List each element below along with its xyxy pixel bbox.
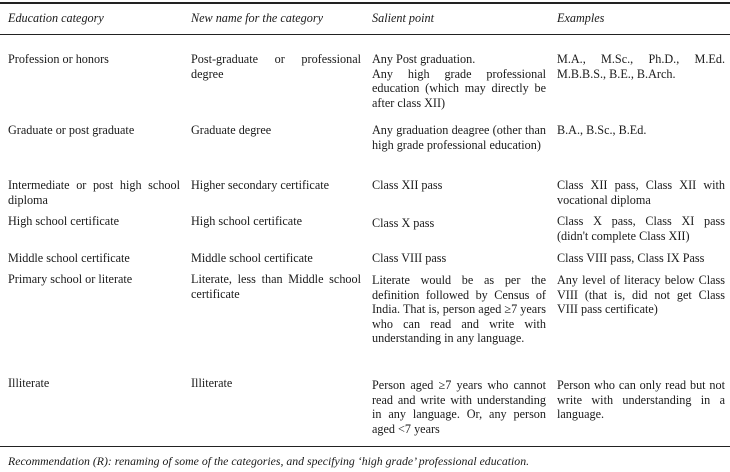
row-2-new-name: Graduate degree: [191, 123, 272, 137]
row-5-examples: Class VIII pass, Class IX Pass: [557, 251, 705, 265]
row-7-salient: Person aged ≥7 years who cannot read and write with understanding in any language. Or, any person aged <7 years: [372, 378, 546, 436]
row-2-category: Graduate or post graduate: [8, 123, 135, 137]
table-top-rule: [0, 2, 730, 4]
row-1-examples: M.A., M.Sc., Ph.D., M.Ed. M.B.B.S., B.E., B.Arch.: [557, 52, 725, 81]
header-examples: Examples: [557, 11, 605, 25]
row-6-salient: Literate would be as per the definition followed by Census of India. That is, person aged ≥7 years who can read and write with understanding in any language.: [372, 273, 546, 345]
table-bottom-rule: [0, 446, 730, 447]
row-7-new-name: Illiterate: [191, 376, 233, 390]
row-5-salient: Class VIII pass: [372, 251, 447, 265]
row-6-examples: Any level of literacy below Class VIII (that is, did not get Class VIII pass certificate): [557, 273, 725, 316]
row-3-new-name: Higher secondary certificate: [191, 178, 330, 192]
row-3-examples: Class XII pass, Class XII with vocational diploma: [557, 178, 725, 207]
row-1-salient: [372, 52, 546, 110]
table-header-rule: [0, 34, 730, 35]
row-4-category: High school certificate: [8, 214, 119, 228]
row-1-new-name: Post-graduate or professional degree: [191, 52, 361, 81]
row-3-salient: Class XII pass: [372, 178, 443, 192]
table-footnote: Recommendation (R): renaming of some of the categories, and specifying ‘high grade’ professional education.: [8, 454, 530, 468]
header-salient-point: Salient point: [372, 11, 434, 25]
row-6-new-name: Literate, less than Middle school certificate: [191, 272, 361, 301]
row-2-examples: B.A., B.Sc., B.Ed.: [557, 123, 647, 137]
row-6-category: Primary school or literate: [8, 272, 133, 286]
row-1-category: Profession or honors: [8, 52, 109, 66]
row-4-new-name: High school certificate: [191, 214, 302, 228]
row-5-category: Middle school certificate: [8, 251, 130, 265]
row-4-salient: Class X pass: [372, 216, 435, 230]
header-new-name: New name for the category: [191, 11, 324, 25]
row-4-examples: Class X pass, Class XI pass (didn't complete Class XII): [557, 214, 725, 243]
row-1-salient-line: Any Post graduation.: [372, 52, 476, 66]
row-3-category: Intermediate or post high school diploma: [8, 178, 180, 207]
row-7-category: Illiterate: [8, 376, 50, 390]
row-5-new-name: Middle school certificate: [191, 251, 313, 265]
header-education-category: Education category: [8, 11, 104, 25]
row-2-salient: Any graduation deagree (other than high grade professional education): [372, 123, 546, 152]
row-7-examples: Person who can only read but not write with understanding in a language.: [557, 378, 725, 421]
row-1-salient-line: Any high grade professional education (which may directly be after class XII): [372, 66, 546, 110]
